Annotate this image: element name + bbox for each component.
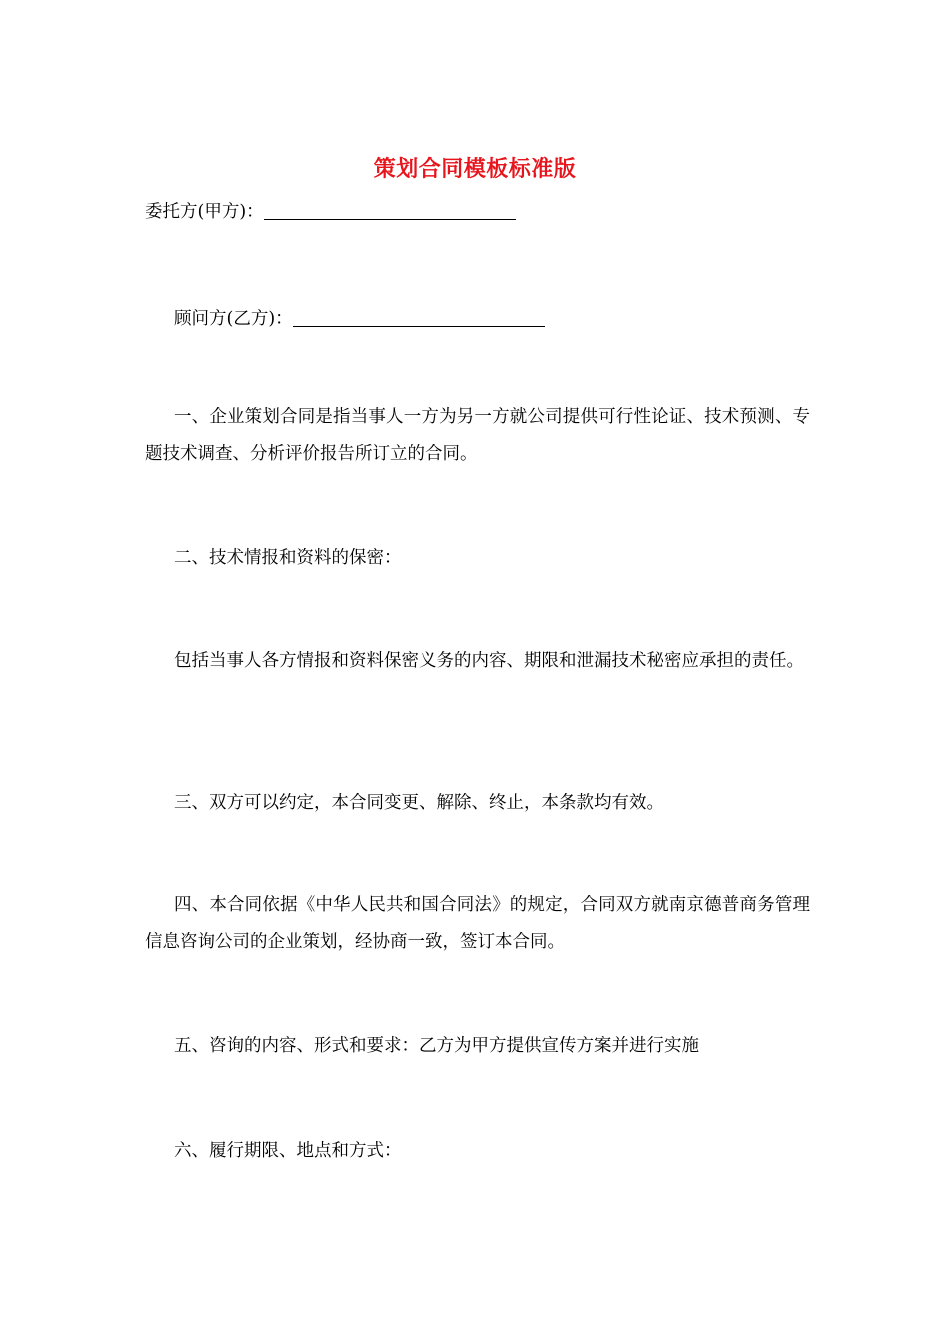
party-a-blank-field[interactable] [264,199,516,220]
party-a-label: 委托方(甲方)： [145,202,264,222]
party-b-blank-field[interactable] [293,306,545,327]
clause-6-heading: 六、履行期限、地点和方式： [174,1141,402,1161]
clause-2-body-paragraph: 包括当事人各方情报和资料保密义务的内容、期限和泄漏技术秘密应承担的责任。 [174,651,804,671]
party-b-label: 顾问方(乙方)： [174,309,293,329]
clause-4-paragraph: 四、本合同依据《中华人民共和国合同法》的规定，合同双方就南京德普商务管理信息咨询公司的企业策划，经协商一致，签订本合同。 [145,895,810,952]
clause-1-paragraph: 一、企业策划合同是指当事人一方为另一方就公司提供可行性论证、技术预测、专题技术调查、分析评价报告所订立的合同。 [145,407,810,464]
party-a-line [145,198,516,226]
clause-2-heading: 二、技术情报和资料的保密： [174,548,402,568]
clause-5-paragraph: 五、咨询的内容、形式和要求：乙方为甲方提供宣传方案并进行实施 [174,1036,699,1056]
document-title: 策划合同模板标准版 [373,156,577,182]
clause-3-paragraph: 三、双方可以约定，本合同变更、解除、终止，本条款均有效。 [174,793,664,813]
party-b-line [174,305,545,333]
